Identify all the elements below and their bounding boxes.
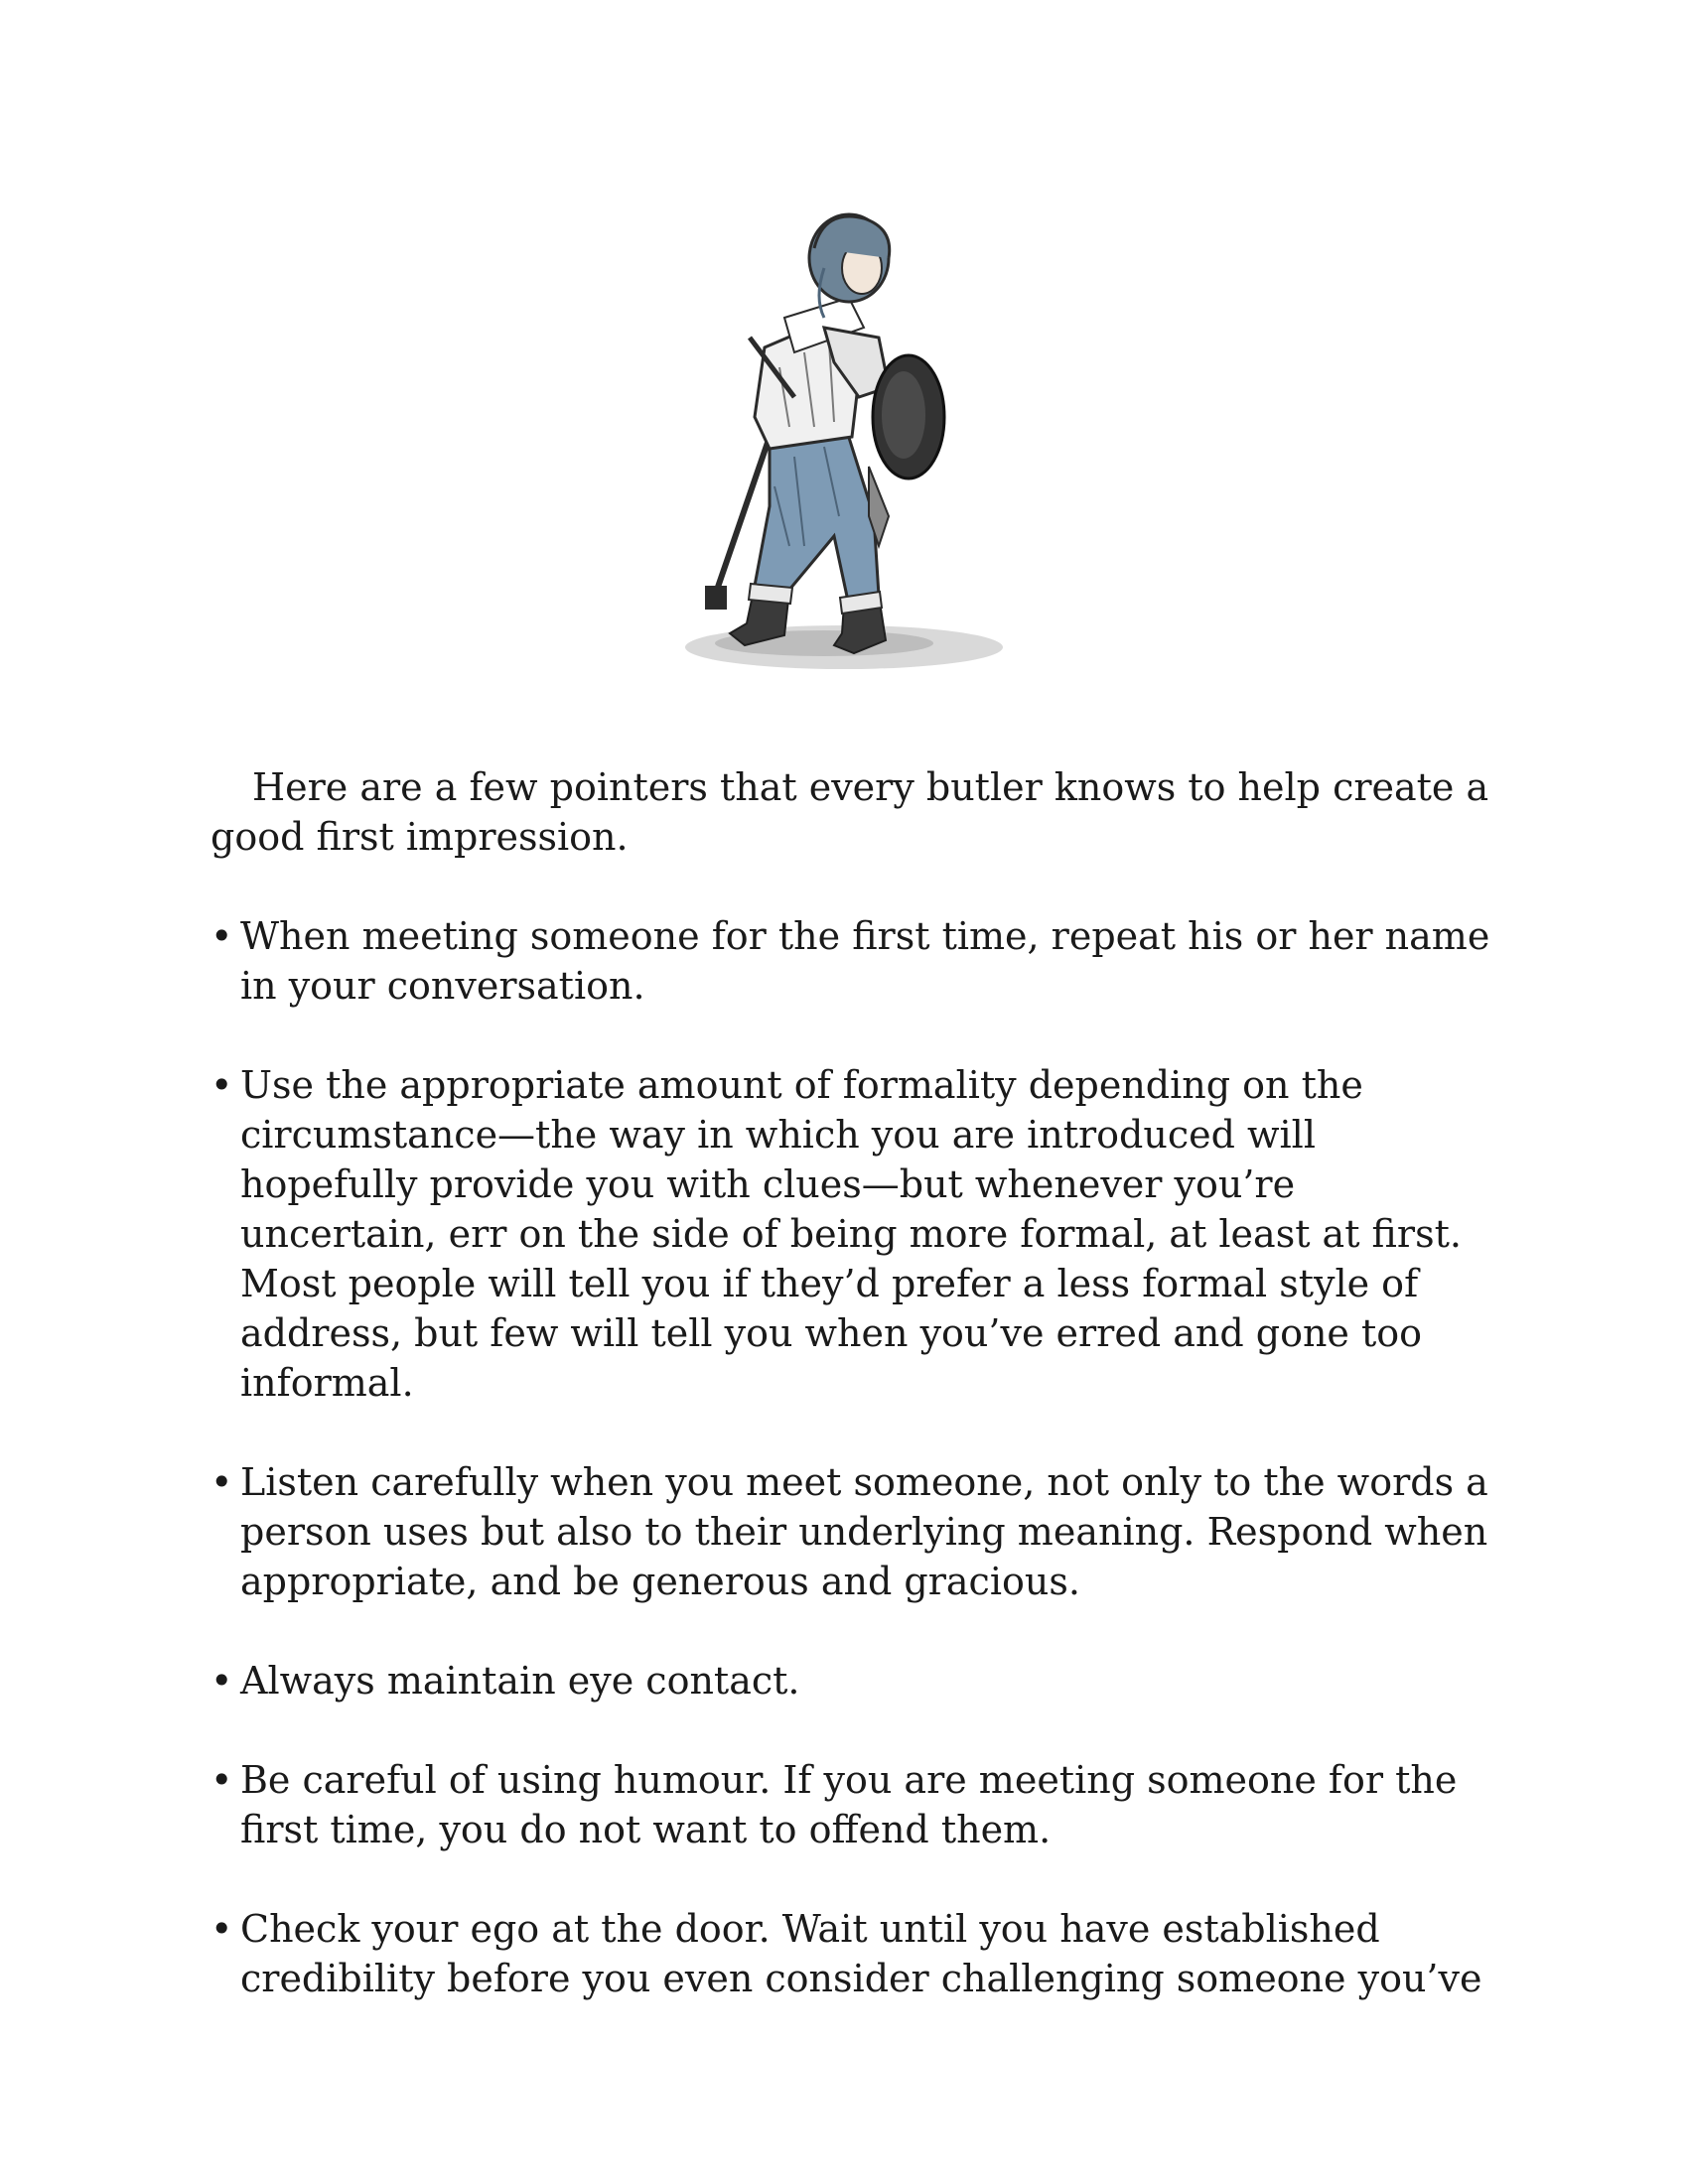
list-item	[211, 1904, 1501, 2003]
list-item-text: Always maintain eye contact.	[240, 1659, 800, 1703]
bullet-list	[211, 911, 1501, 2003]
list-item-text: Use the appropriate amount of formality depending on the circumstance—the way in which you are introduced will hopefully provide you with clues—but whenever you’re uncertain, err on the side of being more formal, at least at first. Most people will tell you if they’d prefer a less formal style of address, but few will tell you when you’ve erred and gone too informal.	[240, 1063, 1462, 1405]
bullet-marker: •	[211, 1907, 233, 1951]
list-item-text: Listen carefully when you meet someone, not only to the words a person uses but also to their underlying meaning. Respond when appropriate, and be generous and gracious.	[240, 1460, 1488, 1603]
bullet-marker: •	[211, 1063, 233, 1107]
list-item	[211, 911, 1501, 1011]
bullet-marker: •	[211, 1758, 233, 1802]
list-item	[211, 1457, 1501, 1606]
body-text	[211, 762, 1501, 2053]
list-item	[211, 1060, 1501, 1408]
list-item-text: Check your ego at the door. Wait until you have established credibility before you even consider challenging someone you’ve	[240, 1907, 1482, 2000]
intro-paragraph: Here are a few pointers that every butler knows to help create a good first impression.	[211, 765, 1489, 859]
list-item-text: When meeting someone for the first time, repeat his or her name in your conversation.	[240, 914, 1490, 1008]
bullet-marker: •	[211, 1460, 233, 1504]
bullet-marker: •	[211, 1659, 233, 1703]
list-item	[211, 1656, 1501, 1706]
list-item	[211, 1755, 1501, 1854]
bullet-marker: •	[211, 914, 233, 958]
list-item-text: Be careful of using humour. If you are meeting someone for the first time, you do not want to offend them.	[240, 1758, 1458, 1851]
musketeer-figure-icon	[675, 189, 1013, 725]
